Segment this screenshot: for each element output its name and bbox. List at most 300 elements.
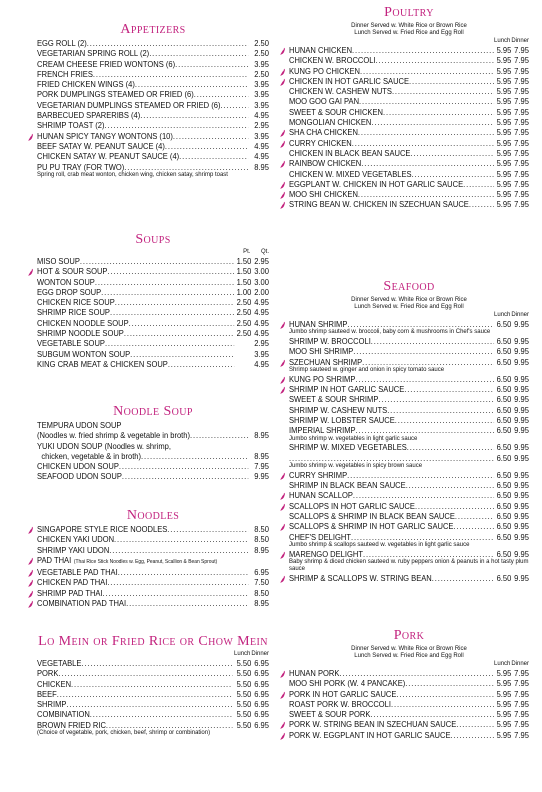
item-row	[289, 86, 529, 96]
item-row	[37, 307, 269, 317]
item-row	[37, 679, 269, 689]
menu-item	[289, 319, 529, 336]
item-row	[37, 720, 269, 730]
price-dinner: 4.95	[254, 358, 269, 369]
section-appetizers	[37, 22, 269, 179]
hot-pepper-icon	[279, 721, 286, 729]
price-dinner: 9.95	[514, 572, 529, 583]
hot-pepper-icon	[279, 201, 286, 209]
price-dinner: 6.95	[254, 699, 269, 710]
item-row	[37, 141, 269, 151]
dot-leader	[289, 453, 494, 463]
hot-pepper-icon	[27, 133, 34, 141]
menu-item	[37, 349, 269, 359]
dot-leader	[167, 524, 248, 534]
menu-item	[289, 357, 529, 374]
menu-item	[289, 405, 529, 415]
item-name: COMBINATION PAD THAI	[37, 598, 127, 609]
menu-item	[289, 189, 529, 199]
dot-leader	[347, 319, 493, 329]
menu-item	[37, 461, 269, 471]
dot-leader	[405, 678, 493, 688]
item-description: (Choice of vegetable, pork, chicken, beef, shrimp or combination)	[37, 730, 211, 737]
item-row	[289, 384, 529, 394]
item-name: CHICKEN	[37, 678, 72, 689]
price-lunch: 6.50	[496, 480, 512, 491]
item-name: BEEF	[37, 688, 57, 699]
item-description: Jumbo shrimp sauteed w. broccoli, baby corn & mushrooms in Chef's sauce	[289, 329, 491, 336]
item-name: CHICKEN RICE SOUP	[37, 297, 115, 308]
item-name: VEGETABLE SOUP	[37, 338, 105, 349]
dot-leader	[356, 425, 494, 435]
hot-pepper-icon	[279, 78, 286, 86]
item-name: CHICKEN W. CASHEW NUTS	[289, 86, 392, 97]
item-row	[289, 709, 529, 719]
section-noodle-soup	[37, 404, 269, 482]
served-note: Lunch Served w. Fried Rice and Egg Roll	[354, 653, 464, 659]
price: 2.50	[254, 38, 269, 48]
menu-item	[37, 545, 269, 555]
item-name: MOO SHI SHRIMP	[289, 346, 354, 357]
item-name: CHICKEN NOODLE SOUP	[37, 317, 129, 328]
dot-leader	[173, 131, 248, 141]
price-dinner: 4.95	[254, 307, 269, 318]
hot-pepper-icon	[279, 68, 286, 76]
price-lunch: 5.95	[496, 45, 512, 55]
hot-pepper-icon	[279, 386, 286, 394]
price-dinner: 7.95	[514, 709, 529, 720]
dot-leader	[415, 501, 494, 511]
price-lunch: 6.50	[496, 531, 512, 542]
menu-item	[37, 720, 269, 737]
price-column-header	[37, 249, 269, 256]
item-name: CHICKEN W. BROCCOLI	[289, 55, 376, 66]
hot-pepper-icon	[279, 492, 286, 500]
price-lunch: 6.50	[496, 356, 512, 367]
item-name: SHRIMP TOAST (2)	[37, 120, 105, 131]
item-row	[37, 598, 269, 608]
item-row	[289, 138, 529, 148]
item-name: MOO SHI CHICKEN	[289, 189, 358, 200]
item-name: MOO SHI PORK (W. 4 PANCAKE)	[289, 678, 406, 689]
dot-leader	[410, 148, 493, 158]
item-name: SHRIMP PAD THAI	[37, 587, 103, 598]
menu-item	[37, 162, 269, 179]
dot-leader	[107, 577, 247, 587]
menu-item	[37, 110, 269, 120]
dot-leader	[57, 689, 232, 699]
menu-item	[289, 169, 529, 179]
price: 8.50	[254, 587, 269, 598]
dot-leader	[378, 394, 493, 404]
item-row	[289, 45, 529, 55]
price: 2.50	[254, 68, 269, 79]
item-name: HUNAN PORK	[289, 668, 340, 678]
item-name: TEMPURA UDON SOUP	[37, 420, 122, 430]
item-name: SHRIMP IN BLACK BEAN SAUCE	[289, 480, 406, 491]
item-name: MARENGO DELIGHT	[289, 548, 363, 559]
dot-leader	[103, 588, 248, 598]
item-row	[37, 100, 269, 110]
price: 7.95	[254, 461, 269, 472]
item-row	[289, 668, 529, 678]
item-row	[37, 658, 269, 668]
dot-leader	[175, 59, 248, 69]
price-lunch: 6.50	[496, 548, 512, 559]
item-description: Baby shrimp & diced chicken sauteed w. ruby peppers onion & peanuts in a hot tasty plum sauce	[289, 558, 529, 572]
item-name: EGG DROP SOUP	[37, 286, 102, 297]
column-label: Lunch	[494, 38, 511, 44]
dot-leader	[95, 277, 234, 287]
hot-pepper-icon	[279, 575, 286, 583]
price-dinner: 9.95	[514, 531, 529, 542]
item-row	[289, 336, 529, 346]
dot-leader	[358, 127, 494, 137]
price-lunch: 2.50	[236, 307, 252, 318]
item-row	[289, 374, 529, 384]
item-name: BARBECUED SPARERIBS (4)	[37, 110, 141, 121]
menu-item	[289, 138, 529, 148]
hot-pepper-icon	[27, 268, 34, 276]
menu-item	[37, 588, 269, 598]
dot-leader	[179, 151, 248, 161]
price-lunch: 6.50	[496, 404, 512, 415]
item-description: Spring roll, crab meat wonton, chicken wing, chicken satay, shrimp toast	[37, 171, 228, 178]
item-row	[37, 338, 269, 348]
price-lunch: 5.95	[496, 86, 512, 97]
dot-leader	[360, 66, 494, 76]
item-name: RAINBOW CHICKEN	[289, 158, 362, 169]
item-row	[289, 719, 529, 729]
item-row	[37, 709, 269, 719]
item-row	[289, 117, 529, 127]
item-row	[37, 420, 269, 430]
price-column-header	[289, 312, 529, 319]
item-name: CHICKEN SATAY W. PEANUT SAUCE (4)	[37, 151, 180, 162]
price-column-header	[289, 38, 529, 45]
price-dinner: 9.95	[514, 319, 529, 329]
column-label: Lunch	[494, 312, 511, 318]
menu-item	[37, 338, 269, 348]
price-lunch: 6.50	[496, 500, 512, 511]
hot-pepper-icon	[279, 160, 286, 168]
dot-leader	[109, 545, 248, 555]
item-description: Jumbo shrimp w. vegetables in spicy brown sauce	[289, 462, 423, 469]
item-name: CHEF'S DELIGHT	[289, 531, 351, 542]
price: 3.95	[254, 79, 269, 90]
dot-leader	[371, 336, 494, 346]
item-name: VEGETARIAN SPRING ROLL (2)	[37, 48, 150, 59]
item-name: CHICKEN W. MIXED VEGETABLES	[289, 168, 412, 179]
price-dinner: 2.95	[254, 338, 269, 349]
item-row	[289, 501, 529, 511]
price-lunch: 1.50	[236, 266, 252, 277]
price: 3.95	[254, 99, 269, 110]
price: 8.50	[254, 534, 269, 545]
price-dinner: 7.95	[514, 199, 529, 210]
price-dinner: 7.95	[514, 698, 529, 709]
dot-leader	[135, 79, 248, 89]
menu-item	[289, 374, 529, 384]
price-dinner: 9.95	[514, 384, 529, 395]
price-lunch: 5.95	[496, 55, 512, 66]
price-dinner: 3.00	[254, 266, 269, 277]
menu-item	[37, 679, 269, 689]
price: 4.95	[254, 151, 269, 162]
section-title: Seafood	[383, 279, 435, 294]
column-label: Dinner	[251, 651, 269, 657]
price-lunch: 5.95	[496, 75, 512, 86]
menu-item	[289, 117, 529, 127]
item-row	[37, 48, 269, 58]
item-name: KING CRAB MEAT & CHICKEN SOUP	[37, 358, 168, 369]
item-row	[37, 359, 269, 369]
item-row	[289, 148, 529, 158]
dot-leader	[105, 120, 248, 130]
column-label: Dinner	[511, 38, 529, 44]
item-name: SHA CHA CHICKEN	[289, 127, 358, 138]
dot-leader	[362, 357, 494, 367]
item-row	[37, 318, 269, 328]
menu-item	[37, 451, 269, 461]
dot-leader	[115, 297, 234, 307]
menu-item	[37, 100, 269, 110]
menu-item	[37, 328, 269, 338]
item-row	[289, 96, 529, 106]
dot-leader	[409, 76, 494, 86]
menu-item	[37, 709, 269, 719]
menu-item	[289, 699, 529, 709]
item-row	[37, 534, 269, 544]
dot-leader	[361, 158, 493, 168]
item-name: VEGETARIAN DUMPLINGS STEAMED OR FRIED (6)	[37, 99, 221, 110]
dot-leader	[412, 169, 494, 179]
hot-pepper-icon	[279, 129, 286, 137]
menu-item	[37, 699, 269, 709]
price-lunch: 2.50	[236, 328, 252, 339]
hot-pepper-icon	[279, 376, 286, 384]
dot-leader	[140, 110, 248, 120]
item-row	[289, 55, 529, 65]
item-detail: (Thai Rice Stick Noodles w. Egg, Peanut, Scallion & Bean Sprout)	[73, 558, 218, 565]
dot-leader	[90, 709, 232, 719]
price-dinner: 6.95	[254, 658, 269, 668]
dot-leader	[352, 45, 494, 55]
menu-item	[289, 511, 529, 521]
item-name: FRIED CHICKEN WINGS (4)	[37, 79, 135, 90]
price-lunch: 5.95	[496, 168, 512, 179]
price-dinner: 9.95	[514, 425, 529, 436]
dot-leader	[451, 730, 494, 740]
section-title: Noodles	[126, 508, 180, 523]
hot-pepper-icon	[279, 191, 286, 199]
menu-item	[289, 199, 529, 209]
price-dinner: 9.95	[514, 336, 529, 347]
menu-item	[37, 59, 269, 69]
item-row	[289, 442, 529, 452]
price-lunch: 5.95	[496, 158, 512, 169]
dot-leader	[124, 328, 234, 338]
price: 8.95	[254, 450, 269, 461]
item-name: HUNAN SHRIMP	[289, 319, 348, 329]
price-lunch: 6.50	[496, 384, 512, 395]
price-dinner: 9.95	[514, 521, 529, 532]
price-lunch: 5.95	[496, 178, 512, 189]
dot-leader	[81, 658, 232, 668]
price-lunch: 5.95	[496, 65, 512, 76]
menu-item	[37, 420, 269, 430]
item-name: CHICKEN UDON SOUP	[37, 461, 119, 472]
dot-leader	[168, 359, 234, 369]
menu-item	[289, 415, 529, 425]
price: 7.50	[254, 577, 269, 588]
hot-pepper-icon	[279, 47, 286, 55]
item-name: PU PU TRAY (FOR TWO)	[37, 161, 125, 172]
item-row	[289, 189, 529, 199]
price-dinner: 7.95	[514, 729, 529, 740]
item-name: (Noodles w. fried shrimp & vegetable in broth)	[37, 430, 191, 441]
menu-item	[289, 549, 529, 573]
menu-item	[289, 709, 529, 719]
hot-pepper-icon	[27, 526, 34, 534]
price-column-header	[289, 661, 529, 668]
price-dinner: 4.95	[254, 317, 269, 328]
dot-leader	[396, 689, 493, 699]
menu-item	[289, 76, 529, 86]
menu-item	[37, 89, 269, 99]
price: 8.95	[254, 544, 269, 555]
price: 3.95	[254, 89, 269, 100]
item-name: SWEET & SOUR PORK	[289, 709, 371, 720]
item-name: IMPERIAL SHRIMP	[289, 425, 356, 436]
price: 8.95	[254, 430, 269, 441]
served-note: Lunch Served w. Fried Rice and Egg Roll	[354, 304, 464, 310]
price: 3.95	[254, 58, 269, 69]
price-dinner: 7.95	[514, 178, 529, 189]
price: 2.50	[254, 48, 269, 59]
item-name: PORK W. STRING BEAN IN SZECHUAN SAUCE	[289, 719, 457, 730]
menu-item	[37, 577, 269, 587]
price-dinner: 3.95	[254, 348, 269, 359]
dot-leader	[190, 430, 248, 440]
menu-item	[289, 55, 529, 65]
price-dinner: 7.95	[514, 678, 529, 689]
price-lunch: 5.95	[496, 719, 512, 730]
dot-leader	[93, 69, 248, 79]
item-row	[37, 689, 269, 699]
price-dinner: 7.95	[514, 117, 529, 128]
item-row	[289, 127, 529, 137]
price-lunch: 6.50	[496, 452, 512, 463]
item-row	[37, 668, 269, 678]
item-row	[37, 430, 269, 440]
section-poultry	[289, 5, 529, 210]
hot-pepper-icon	[279, 140, 286, 148]
section-noodles	[37, 508, 269, 608]
item-row	[37, 441, 269, 451]
dot-leader	[347, 470, 494, 480]
price-dinner: 3.00	[254, 276, 269, 287]
hot-pepper-icon	[279, 181, 286, 189]
menu-item	[289, 668, 529, 678]
menu-item	[37, 141, 269, 151]
item-row	[289, 179, 529, 189]
price-lunch: 6.50	[496, 373, 512, 384]
item-name: CHICKEN IN BLACK BEAN SAUCE	[289, 147, 411, 158]
hot-pepper-icon	[279, 670, 286, 678]
menu-item	[289, 179, 529, 189]
item-name: PORK IN HOT GARLIC SAUCE	[289, 688, 397, 699]
item-row	[37, 328, 269, 338]
menu-item	[289, 480, 529, 490]
item-name: WONTON SOUP	[37, 276, 95, 287]
dot-leader	[391, 699, 494, 709]
price-lunch: 6.50	[496, 572, 512, 583]
price-dinner: 7.95	[514, 45, 529, 55]
item-row	[37, 151, 269, 161]
served-note: Dinner Served w. White Rice or Brown Rice	[351, 23, 467, 29]
item-row	[289, 199, 529, 209]
price-dinner: 7.95	[514, 147, 529, 158]
item-row	[289, 549, 529, 559]
price-lunch: 5.95	[496, 137, 512, 148]
item-name: SHRIMP W. CASHEW NUTS	[289, 404, 388, 415]
price-lunch: 5.95	[496, 709, 512, 720]
dot-leader	[71, 679, 232, 689]
dot-leader	[395, 415, 494, 425]
menu-item	[37, 689, 269, 699]
price-dinner: 9.95	[514, 394, 529, 405]
column-label: Lunch	[494, 661, 511, 667]
dot-leader	[455, 511, 494, 521]
item-name: SEAFOOD UDON SOUP	[37, 471, 122, 482]
price-lunch: 5.95	[496, 106, 512, 117]
column-label: Dinner	[511, 312, 529, 318]
menu-item	[37, 297, 269, 307]
dot-leader	[353, 346, 493, 356]
price-lunch: 6.50	[496, 336, 512, 347]
item-row	[37, 162, 269, 172]
item-name: SWEET & SOUR CHICKEN	[289, 106, 383, 117]
item-name: SHRIMP YAKI UDON	[37, 544, 110, 555]
hot-pepper-icon	[279, 472, 286, 480]
column-label: Qt.	[260, 249, 269, 255]
price-lunch: 6.50	[496, 425, 512, 436]
menu-item	[37, 266, 269, 276]
menu-item	[37, 120, 269, 130]
price-lunch: 5.95	[496, 199, 512, 210]
item-row	[37, 287, 269, 297]
item-name: CURRY SHRIMP	[289, 469, 348, 480]
price-dinner: 7.95	[514, 168, 529, 179]
menu-item	[37, 131, 269, 141]
item-description: Jumbo shrimp & scallops sauteed w. vegetables in light garlic sauce	[289, 541, 470, 548]
price-lunch: 6.50	[496, 442, 512, 453]
item-name: PORK DUMPLINGS STEAMED OR FRIED (6)	[37, 89, 194, 100]
price-dinner: 9.95	[514, 356, 529, 367]
price: 4.95	[254, 140, 269, 151]
price-dinner: 9.95	[514, 404, 529, 415]
price-dinner: 7.95	[514, 65, 529, 76]
menu-item	[37, 555, 269, 567]
price-dinner: 6.95	[254, 709, 269, 720]
price-dinner: 7.95	[514, 96, 529, 107]
dot-leader	[456, 719, 493, 729]
section-title: Lo Mein or Fried Rice or Chow Mein	[38, 634, 268, 649]
item-name: SHRIMP RICE SOUP	[37, 307, 110, 318]
price-dinner: 9.95	[514, 414, 529, 425]
item-row	[37, 545, 269, 555]
